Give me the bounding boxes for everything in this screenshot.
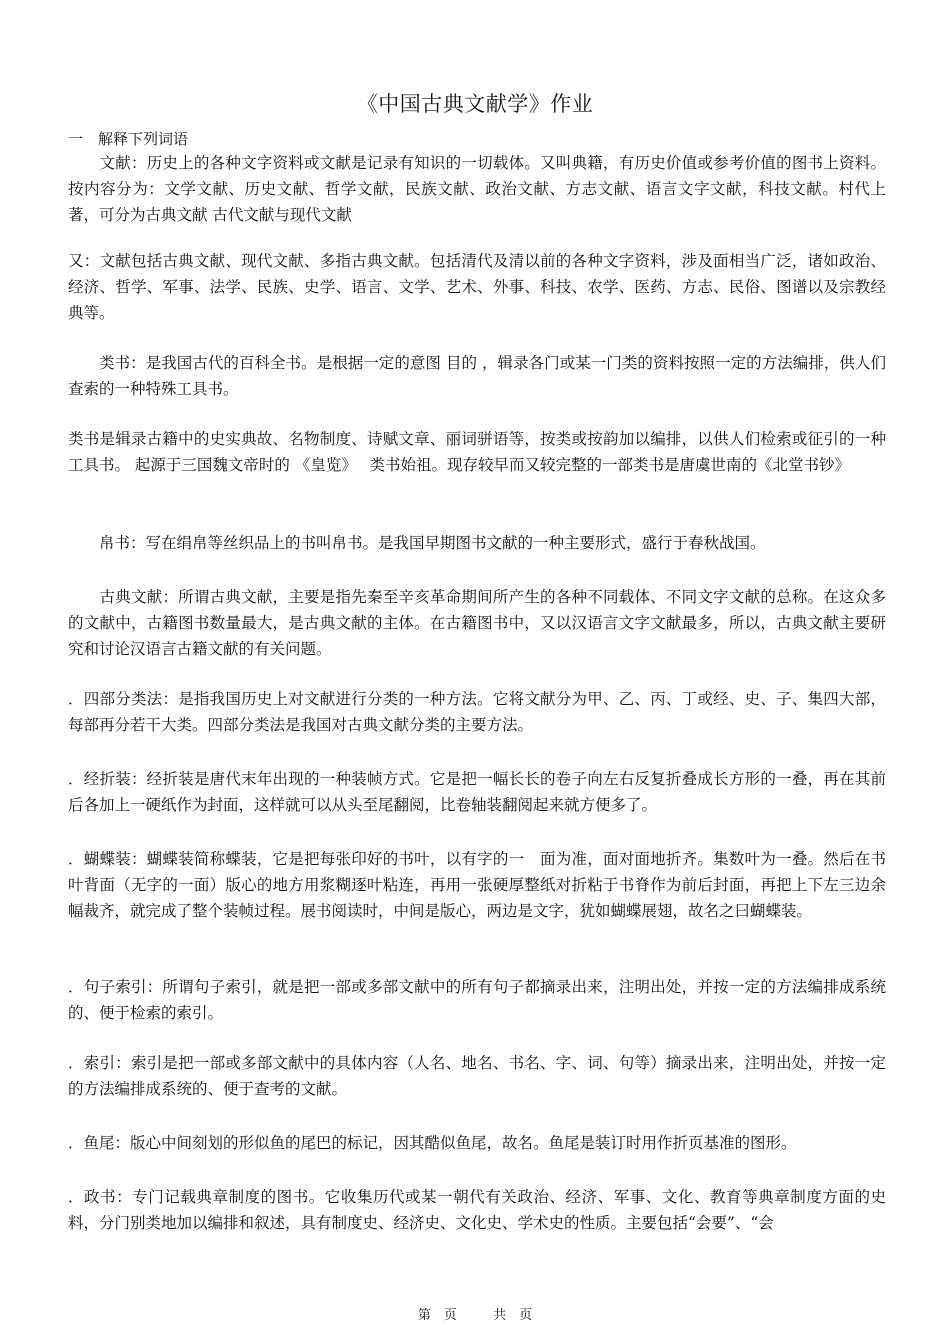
paragraph-gudian-wenxian: 古典文献：所谓古典文献，主要是指先秦至辛亥革命期间所产生的各种不同载体、不同文字文献的总称。在这众多的文献中，古籍图书数量最大，是古典文献的主体。在古籍图书中，又以汉语言文字文献最多，所以，古典文献主要研究和讨论汉语言古籍文献的有关问题。 bbox=[68, 588, 886, 658]
total-pages-label: 共 页 bbox=[493, 1308, 533, 1323]
paragraph-yuwei: ．鱼尾：版心中间刻划的形似鱼的尾巴的标记，因其酷似鱼尾，故名。鱼尾是装订时用作折页基准的图形。 bbox=[68, 1134, 797, 1152]
paragraph-juzi-suoyin: ．句子索引：所谓句子索引，就是把一部或多部文献中的所有句子都摘录出来，注明出处，并按一定的方法编排成系统的、便于检索的索引。 bbox=[68, 978, 886, 1022]
paragraph-hudiezhuang: ．蝴蝶装：蝴蝶装简称蝶装，它是把每张印好的书叶，以有字的一 面为准，面对面地折齐。集数叶为一叠。然后在书叶背面（无字的一面）版心的地方用浆糊逐叶粘连，再用一张硬厚整纸对折粘于书脊作为前后封面，再把上下左三边余幅裁齐，就完成了整个装帧过程。展书阅读时，中间是版心，两边是文字，犹如蝴蝶展翅，故名之曰蝴蝶装。 bbox=[68, 850, 886, 920]
paragraph-wenxian: 文献：历史上的各种文字资料或文献是记录有知识的一切载体。又叫典籍，有历史价值或参考价值的图书上资料。 按内容分为：文学文献、历史文献、哲学文献，民族文献、政治文献、方志文献、语言文字文献，科技文献。村代上著，可分为古典文献 古代文献与现代文献 bbox=[68, 154, 886, 224]
paragraph-leishu-extra: 类书是辑录古籍中的史实典故、名物制度、诗赋文章、丽词骈语等，按类或按韵加以编排，以供人们检索或征引的一种工具书。 起源于三国魏文帝时的 《皇览》 类书始祖。现存较早而又较完整的一部类书是唐虞世南的《北堂书钞》 bbox=[68, 430, 886, 474]
paragraph-boshu: 帛书：写在绢帛等丝织品上的书叫帛书。是我国早期图书文献的一种主要形式，盛行于春秋战国。 bbox=[68, 534, 766, 552]
paragraph-sibu-fenleifa: ．四部分类法：是指我国历史上对文献进行分类的一种方法。它将文献分为甲、乙、丙、丁或经、史、子、集四大部，每部再分若干大类。四部分类法是我国对古典文献分类的主要方法。 bbox=[68, 690, 886, 734]
page-number-label: 第 页 bbox=[417, 1308, 457, 1323]
section-heading: 一 解释下列词语 bbox=[68, 130, 189, 148]
paragraph-wenxian-extra: 又：文献包括古典文献、现代文献、多指古典文献。包括清代及清以前的各种文字资料，涉及面相当广泛，诸如政治、经济、哲学、军事、法学、民族、史学、语言、文学、艺术、外事、科技、农学、医药、方志、民俗、图谱以及宗教经典等。 bbox=[68, 252, 886, 322]
page-footer bbox=[0, 1304, 950, 1323]
paragraph-leishu: 类书：是我国古代的百科全书。是根据一定的意图 目的 ，辑录各门或某一门类的资料按照一定的方法编排，供人们查索的一种特殊工具书。 bbox=[68, 354, 886, 398]
document-title: 《中国古典文献学》作业 bbox=[356, 92, 594, 116]
paragraph-zhengshu: ．政书：专门记载典章制度的图书。它收集历代或某一朝代有关政治、经济、军事、文化、教育等典章制度方面的史料，分门别类地加以编排和叙述，具有制度史、经济史、文化史、学术史的性质。主要包括“会要”、“会 bbox=[68, 1188, 886, 1232]
paragraph-jingzhezhuang: ．经折装：经折装是唐代末年出现的一种装帧方式。它是把一幅长长的卷子向左右反复折叠成长方形的一叠，再在其前后各加上一硬纸作为封面，这样就可以从头至尾翻阅，比卷轴装翻阅起来就方便多了。 bbox=[68, 770, 886, 814]
paragraph-suoyin: ．索引：索引是把一部或多部文献中的具体内容（人名、地名、书名、字、词、句等）摘录出来，注明出处，并按一定的方法编排成系统的、便于查考的文献。 bbox=[68, 1054, 886, 1098]
